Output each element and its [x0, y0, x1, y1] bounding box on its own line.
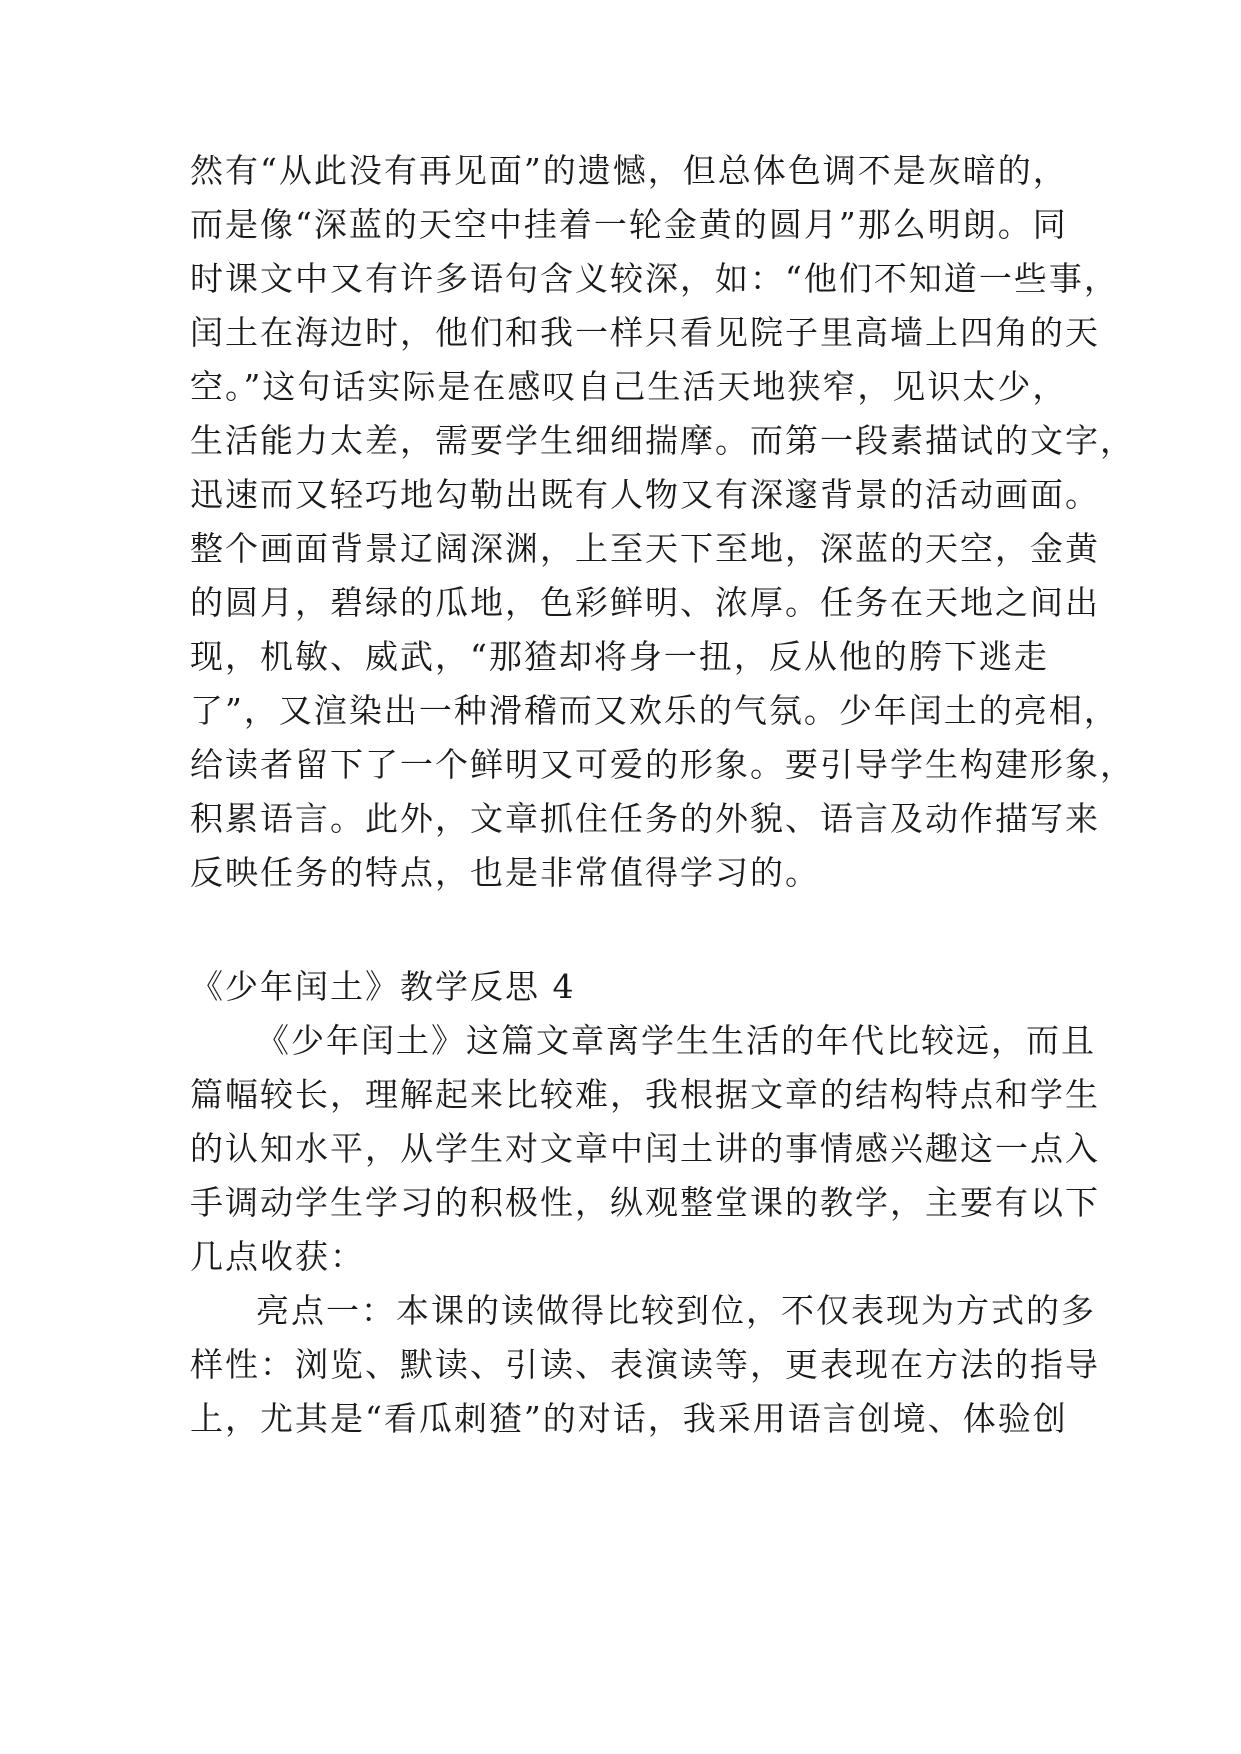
body-text-line: 的圆月，碧绿的瓜地，色彩鲜明、浓厚。任务在天地之间出 — [190, 583, 1100, 622]
body-text-line: 空。”这句话实际是在感叹自己生活天地狭窄，见识太少， — [190, 367, 1068, 406]
body-text-line: 生活能力太差，需要学生细细揣摩。而第一段素描试的文字， — [190, 421, 1135, 460]
body-text-line: 亮点一：本课的读做得比较到位，不仅表现为方式的多 — [256, 1291, 1096, 1330]
body-text-line: 篇幅较长，理解起来比较难，我根据文章的结构特点和学生 — [190, 1075, 1100, 1114]
section-heading: 《少年闰土》教学反思 4 — [190, 967, 576, 1006]
body-text-line: 迅速而又轻巧地勾勒出既有人物又有深邃背景的活动画面。 — [190, 475, 1100, 514]
body-text-line: 而是像“深蓝的天空中挂着一轮金黄的圆月”那么明朗。同 — [190, 205, 1068, 244]
body-text-line: 的认知水平，从学生对文章中闰土讲的事情感兴趣这一点入 — [190, 1129, 1100, 1168]
body-text-line: 了”，又渲染出一种滑稽而又欢乐的气氛。少年闰土的亮相， — [190, 691, 1119, 730]
body-text-line: 现，机敏、威武，“那猹却将身一扭，反从他的胯下逃走 — [190, 637, 1049, 676]
body-text-line: 闰土在海边时，他们和我一样只看见院子里高墙上四角的天 — [190, 313, 1100, 352]
body-text-line: 给读者留下了一个鲜明又可爱的形象。要引导学生构建形象， — [190, 745, 1135, 784]
body-text-line: 上，尤其是“看瓜刺猹”的对话，我采用语言创境、体验创 — [190, 1399, 1068, 1438]
body-text-line: 积累语言。此外，文章抓住任务的外貌、语言及动作描写来 — [190, 799, 1100, 838]
body-text-line: 样性：浏览、默读、引读、表演读等，更表现在方法的指导 — [190, 1345, 1100, 1384]
body-text-line: 几点收获： — [190, 1237, 365, 1276]
body-text-line: 时课文中又有许多语句含义较深，如：“他们不知道一些事， — [190, 259, 1119, 298]
body-text-line: 然有“从此没有再见面”的遗憾，但总体色调不是灰暗的， — [190, 151, 1068, 190]
body-text-line: 手调动学生学习的积极性，纵观整堂课的教学，主要有以下 — [190, 1183, 1100, 1222]
body-text-line: 整个画面背景辽阔深渊，上至天下至地，深蓝的天空，金黄 — [190, 529, 1100, 568]
body-text-line: 《少年闰土》这篇文章离学生生活的年代比较远，而且 — [256, 1021, 1096, 1060]
body-text-line: 反映任务的特点，也是非常值得学习的。 — [190, 853, 820, 892]
